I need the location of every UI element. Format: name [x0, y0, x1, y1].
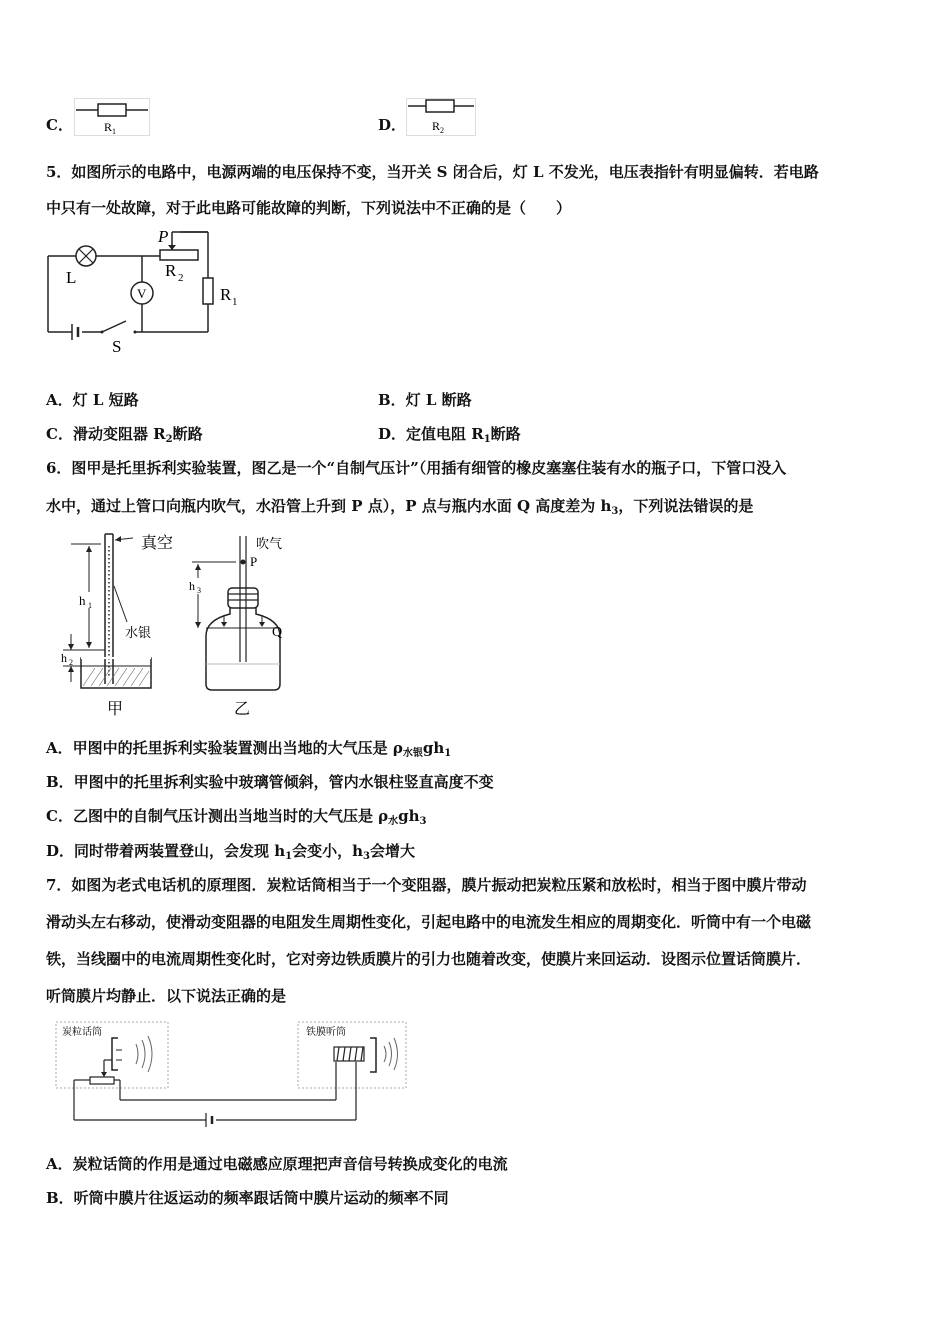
q6-option-d-sub1: 1	[285, 851, 293, 862]
q6-option-c	[46, 806, 427, 832]
q7-receiver-label: 铁膜听筒	[306, 1027, 346, 1038]
q6-stem-line2-text: 水中，通过上管口向瓶内吹气，水沿管上升到 P 点），P 点与瓶内水面 Q 高度差为 h	[46, 497, 612, 515]
q7-stem-line1: 7．如图为老式电话机的原理图．炭粒话筒相当于一个变阻器，膜片振动把炭粒压紧和放松时，相当于图中膜片带动	[46, 876, 807, 894]
q4-d-resistor-sub: 2	[440, 126, 444, 135]
q6-p-label: P	[250, 554, 258, 569]
q5-r2-sub: 2	[178, 272, 184, 284]
q6-q-label: Q	[272, 625, 283, 640]
q6-mercury-label: 水银	[125, 625, 152, 640]
q5-option-d	[378, 424, 521, 450]
q4-option-c-label: C．	[46, 116, 73, 134]
q6-option-d	[46, 841, 415, 867]
q5-stem-line2: 中只有一处故障，对于此电路可能故障的判断，下列说法中不正确的是（ ）	[46, 199, 572, 217]
q6-option-d-sub3: 3	[363, 851, 370, 862]
q6-option-a-post: gh	[422, 739, 445, 757]
q6-stem-line1: 6．图甲是托里拆利实验装置，图乙是一个“自制气压计”（用插有细管的橡皮塞塞住装有水的瓶子口，下管口没入	[46, 459, 787, 477]
q5-option-d-post: 断路	[490, 425, 521, 443]
q6-stem-line2-post: ，下列说法错误的是	[618, 497, 754, 515]
resistor-r1	[203, 278, 213, 304]
q5-option-c-text: C．滑动变阻器 R	[46, 425, 166, 443]
q5-r2-label: R	[165, 261, 177, 280]
rheostat-r2	[160, 250, 198, 260]
q7-option-a: A．炭粒话筒的作用是通过电磁感应原理把声音信号转换成变化的电流	[46, 1155, 508, 1173]
q4-option-c-resistor-figure	[74, 98, 150, 136]
q6-figure-torricelli	[55, 526, 185, 720]
q7-telephone-diagram	[54, 1020, 410, 1128]
q6-option-d-mid: 会变小，h	[292, 842, 364, 860]
q6-h1-label: h	[79, 593, 86, 608]
q4-c-resistor-name: R	[104, 120, 113, 134]
q6-option-c-post: gh	[398, 807, 420, 825]
q6-option-b: B．甲图中的托里拆利实验中玻璃管倾斜，管内水银柱竖直高度不变	[46, 773, 494, 791]
q5-stem-line1: 5．如图所示的电路中，电源两端的电压保持不变，当开关 S 闭合后，灯 L 不发光，电压表指针有明显偏转．若电路	[46, 163, 819, 181]
bottle	[206, 608, 283, 690]
q5-option-a: A．灯 L 短路	[46, 391, 139, 409]
q6-vacuum-label: 真空	[141, 535, 174, 552]
q7-stem-line3: 铁，当线圈中的电流周期性变化时，它对旁边铁质膜片的引力也随着改变，使膜片来回运动．设图示位置话筒膜片．	[46, 950, 812, 968]
q6-caption-a: 甲	[107, 701, 124, 718]
q6-option-a-post-sub: 1	[444, 748, 452, 759]
q6-h2-label: h	[61, 651, 67, 665]
iron-membrane	[370, 1038, 376, 1072]
q4-option-d-label: D．	[378, 116, 407, 134]
q4-d-resistor-name: R	[432, 119, 441, 133]
q5-option-c	[46, 424, 203, 450]
q7-stem-line4: 听筒膜片均静止．以下说法正确的是	[46, 987, 287, 1005]
q6-h2-sub: 2	[69, 658, 73, 667]
q6-option-a	[46, 738, 451, 764]
q5-switch-label: S	[112, 337, 122, 356]
q5-option-d-text: D．定值电阻 R	[378, 425, 484, 443]
q6-option-a-sub: 水银	[402, 748, 423, 759]
q5-option-d-sub: 1	[483, 434, 491, 445]
q6-h3-sub: 3	[197, 586, 201, 595]
q7-option-b: B．听筒中膜片往返运动的频率跟话筒中膜片运动的频率不同	[46, 1189, 449, 1207]
q6-stem-line2	[46, 496, 753, 522]
q6-h1-sub: 1	[88, 601, 92, 610]
q6-option-c-text: C．乙图中的自制气压计测出当地当时的大气压是 ρ	[46, 807, 389, 825]
mic-membrane	[112, 1038, 118, 1070]
q6-option-d-text: D．同时带着两装置登山，会发现 h	[46, 842, 286, 860]
q6-figure-barometer	[182, 532, 292, 722]
q5-circuit-diagram	[40, 228, 255, 356]
q6-stem-line2-sub: 3	[611, 506, 619, 517]
q6-option-c-sub: 水	[388, 816, 399, 827]
q5-lamp-label: L	[66, 268, 77, 287]
q4-option-d-resistor-figure	[406, 98, 476, 136]
q6-blow-label: 吹气	[256, 536, 283, 551]
q5-slider-p-label: P	[158, 228, 169, 246]
q6-caption-b: 乙	[234, 701, 251, 718]
q7-stem-line2: 滑动头左右移动，使滑动变阻器的电阻发生周期性变化，引起电路中的电流发生相应的周期变化．听筒中有一个电磁	[46, 913, 812, 931]
q6-option-a-text: A．甲图中的托里拆利实验装置测出当地的大气压是 ρ	[46, 739, 403, 757]
q4-c-resistor-sub: 1	[112, 127, 116, 136]
q6-option-c-post-sub: 3	[419, 816, 427, 827]
q5-option-c-sub: 2	[165, 434, 173, 445]
q5-voltmeter-label: V	[137, 286, 147, 301]
rubber-stopper	[228, 588, 258, 608]
q5-option-b: B．灯 L 断路	[378, 391, 472, 409]
q5-option-c-post: 断路	[172, 425, 203, 443]
q5-r1-sub: 1	[232, 296, 238, 308]
q5-r1-label: R	[220, 285, 232, 304]
switch-icon	[102, 321, 126, 332]
q6-option-d-post: 会增大	[369, 842, 415, 860]
q7-mic-label: 炭粒话筒	[62, 1027, 102, 1038]
carbon-rheostat	[90, 1077, 114, 1084]
q6-h3-label: h	[189, 579, 195, 593]
